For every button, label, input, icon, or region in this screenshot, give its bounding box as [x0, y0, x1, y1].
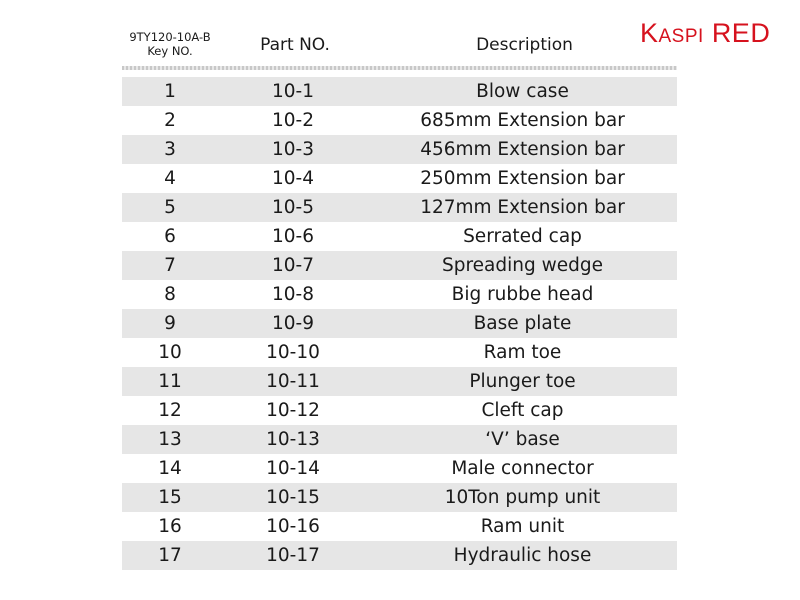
description-cell: Serrated cap [463, 226, 582, 247]
description-cell: Big rubbe head [451, 284, 594, 305]
part-number-cell: 10-11 [266, 371, 320, 392]
key-cell: 8 [164, 284, 176, 305]
key-cell: 10 [158, 342, 182, 363]
table-row [122, 193, 677, 222]
part-number-cell: 10-4 [272, 168, 314, 189]
description-cell: Base plate [473, 313, 572, 334]
key-cell: 5 [164, 197, 176, 218]
brand-name: Kaspi [640, 18, 704, 48]
header-divider [122, 66, 677, 70]
key-cell: 16 [158, 516, 182, 537]
key-column-header [122, 30, 218, 70]
part-number-cell: 10-5 [272, 197, 314, 218]
part-number-cell: 10-14 [266, 458, 320, 479]
table-row [122, 454, 677, 483]
description-cell: 456mm Extension bar [420, 139, 625, 160]
description-cell: Spreading wedge [441, 255, 604, 276]
key-cell: 3 [164, 139, 176, 160]
description-cell: Cleft cap [481, 400, 564, 421]
description-cell: 127mm Extension bar [420, 197, 625, 218]
description-cell: Blow case [476, 81, 569, 102]
table-row [122, 396, 677, 425]
part-number-cell: 10-16 [266, 516, 320, 537]
key-cell: 4 [164, 168, 176, 189]
part-number-cell: 10-15 [266, 487, 320, 508]
description-cell: 250mm Extension bar [420, 168, 625, 189]
description-cell: ‘V’ base [485, 429, 560, 450]
description-cell: 10Ton pump unit [444, 487, 601, 508]
key-cell: 14 [158, 458, 182, 479]
key-cell: 7 [164, 255, 176, 276]
table-row [122, 309, 677, 338]
table-row [122, 338, 677, 367]
part-number-cell: 10-17 [266, 545, 320, 566]
table-row [122, 280, 677, 309]
part-number-cell: 10-1 [272, 81, 314, 102]
description-cell: Male connector [451, 458, 594, 479]
description-cell: Hydraulic hose [453, 545, 592, 566]
description-cell: Plunger toe [469, 371, 576, 392]
part-number-cell: 10-8 [272, 284, 314, 305]
part-number-cell: 10-12 [266, 400, 320, 421]
table-row [122, 512, 677, 541]
table-row [122, 164, 677, 193]
parts-table [122, 77, 677, 570]
part-number-cell: 10-9 [272, 313, 314, 334]
table-row [122, 251, 677, 280]
key-cell: 2 [164, 110, 176, 131]
part-number-cell: 10-10 [266, 342, 320, 363]
table-row [122, 541, 677, 570]
key-cell: 12 [158, 400, 182, 421]
description-column-header: Description [476, 35, 573, 55]
description-cell: 685mm Extension bar [420, 110, 625, 131]
key-cell: 11 [158, 371, 182, 392]
key-cell: 15 [158, 487, 182, 508]
description-cell: Ram unit [480, 516, 565, 537]
part-column-header: Part NO. [260, 35, 330, 55]
table-row [122, 135, 677, 164]
table-row [122, 222, 677, 251]
brand-red: RED [711, 18, 771, 48]
key-cell: 9 [164, 313, 176, 334]
key-label: Key NO. [147, 44, 193, 58]
part-number-cell: 10-13 [266, 429, 320, 450]
key-cell: 13 [158, 429, 182, 450]
key-cell: 17 [158, 545, 182, 566]
part-number-cell: 10-3 [272, 139, 314, 160]
table-row [122, 483, 677, 512]
key-cell: 1 [164, 81, 176, 102]
table-row [122, 367, 677, 396]
model-number: 9TY120-10A-B [129, 30, 211, 44]
table-row [122, 425, 677, 454]
description-cell: Ram toe [483, 342, 562, 363]
part-number-cell: 10-6 [272, 226, 314, 247]
key-cell: 6 [164, 226, 176, 247]
part-number-cell: 10-2 [272, 110, 314, 131]
part-number-cell: 10-7 [272, 255, 314, 276]
table-row [122, 106, 677, 135]
table-row [122, 77, 677, 106]
